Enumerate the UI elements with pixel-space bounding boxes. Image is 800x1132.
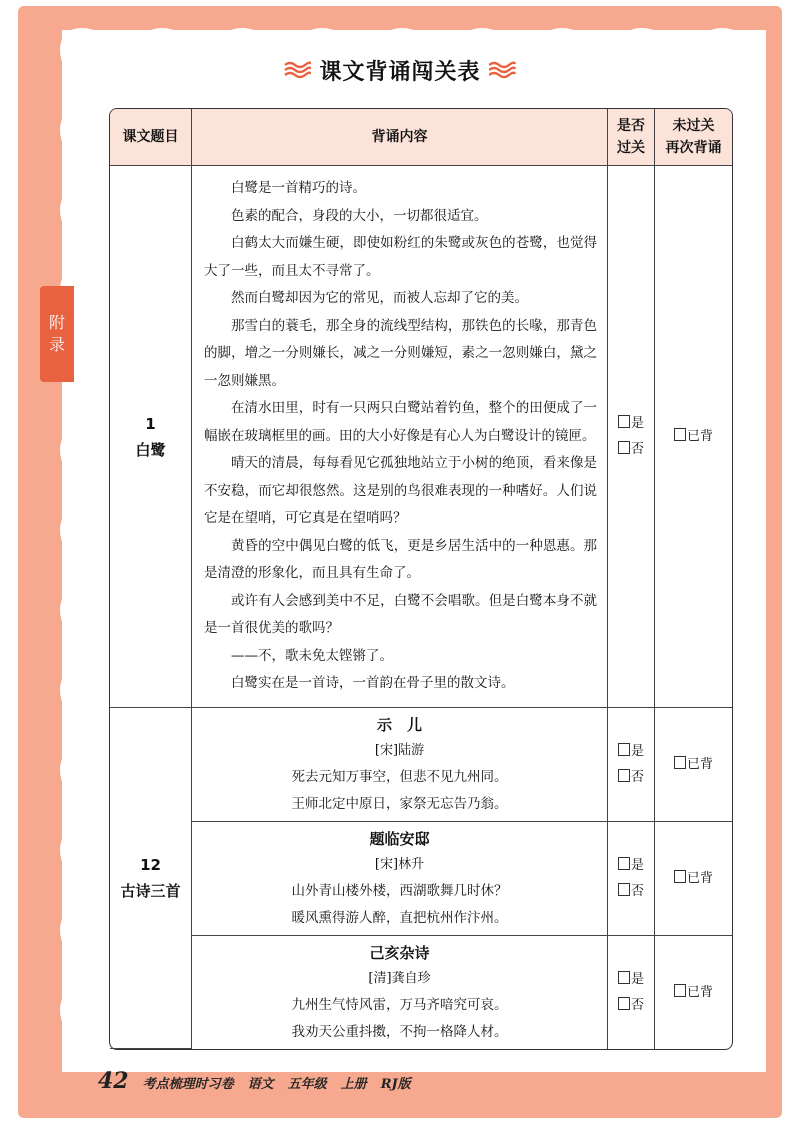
footer-volume: 上册 xyxy=(340,1077,367,1092)
page-title-row xyxy=(0,52,800,88)
header-retry-line2: 再次背诵 xyxy=(665,140,722,156)
yes-label: 是 xyxy=(630,415,644,431)
side-tab-char-2: 录 xyxy=(48,335,65,354)
header-retry-line1: 未过关 xyxy=(672,118,715,134)
text-paragraph: 在清水田里，时有一只两只白鹭站着钓鱼，整个的田便成了一幅嵌在玻璃框里的画。田的大小好像是有心人为白鹭设计的镜匣。 xyxy=(204,400,597,444)
wavy-edge-top xyxy=(62,20,766,40)
checkbox-icon[interactable] xyxy=(618,769,630,782)
header-passed xyxy=(608,109,655,166)
no-label: 否 xyxy=(630,769,644,785)
yes-label: 是 xyxy=(630,857,644,873)
recited-option[interactable] xyxy=(655,752,732,778)
poem-line: 王师北定中原日，家祭无忘告乃翁。 xyxy=(291,795,508,812)
lesson-cell xyxy=(110,708,192,1049)
recited-label: 已背 xyxy=(686,870,713,886)
checkbox-icon[interactable] xyxy=(618,971,630,984)
page-footer xyxy=(98,1068,411,1094)
poem-cell xyxy=(192,708,608,822)
yes-label: 是 xyxy=(630,971,644,987)
table-row xyxy=(110,166,732,708)
lesson-title: 白鹭 xyxy=(135,440,166,459)
lesson-title: 古诗三首 xyxy=(120,882,181,900)
side-tab-char-1: 附 xyxy=(48,313,65,332)
footer-edition: RJ版 xyxy=(380,1077,411,1092)
text-paragraph: 然而白鹭却因为它的常见，而被人忘却了它的美。 xyxy=(231,290,528,307)
recited-option[interactable] xyxy=(655,980,732,1006)
no-option[interactable] xyxy=(608,879,654,905)
retry-cell xyxy=(655,166,732,708)
poem-author: [宋]林升 xyxy=(374,856,425,872)
header-retry xyxy=(655,109,732,166)
header-content: 背诵内容 xyxy=(192,109,608,166)
text-paragraph: 黄昏的空中偶见白鹭的低飞，更是乡居生活中的一种恩惠。那是清澄的形象化，而且具有生命了。 xyxy=(204,537,597,582)
poem-author: [清]龚自珍 xyxy=(368,970,431,986)
wavy-edge-left xyxy=(52,30,72,1072)
recited-option[interactable] xyxy=(655,866,732,892)
retry-cell xyxy=(655,822,732,936)
lesson-cell xyxy=(110,166,192,708)
header-lesson: 课文题目 xyxy=(110,109,192,166)
checkbox-icon[interactable] xyxy=(618,415,630,428)
wave-decoration-icon xyxy=(489,61,517,79)
recited-label: 已背 xyxy=(686,428,713,444)
retry-cell xyxy=(655,936,732,1049)
text-paragraph: 色素的配合，身段的大小，一切都很适宜。 xyxy=(231,207,488,224)
no-option[interactable] xyxy=(608,765,654,791)
page-number: 42 xyxy=(98,1068,129,1094)
header-passed-line2: 过关 xyxy=(617,140,645,156)
footer-grade: 五年级 xyxy=(287,1077,327,1092)
lesson-number: 1 xyxy=(145,414,156,433)
wave-decoration-icon xyxy=(283,61,311,79)
text-paragraph: 那雪白的蓑毛，那全身的流线型结构，那铁色的长喙，那青色的脚，增之一分则嫌长，减之一分则嫌短，素之一忽则嫌白，黛之一忽则嫌黑。 xyxy=(204,317,597,389)
recited-option[interactable] xyxy=(655,424,732,450)
lesson-number: 12 xyxy=(140,856,161,874)
passed-cell xyxy=(608,166,655,708)
yes-label: 是 xyxy=(630,743,644,759)
poem-title: 示 儿 xyxy=(376,715,422,734)
poem-cell xyxy=(192,822,608,936)
recited-label: 已背 xyxy=(686,984,713,1000)
no-label: 否 xyxy=(630,997,644,1013)
table-row xyxy=(110,936,732,1049)
no-option[interactable] xyxy=(608,437,654,463)
poem-cell xyxy=(192,936,608,1049)
text-paragraph: 白鹭是一首精巧的诗。 xyxy=(231,180,366,197)
recitation-table xyxy=(109,108,733,1050)
table-row xyxy=(110,708,732,822)
yes-option[interactable] xyxy=(608,739,654,765)
poem-title: 题临安邸 xyxy=(369,829,430,848)
poem-title: 己亥杂诗 xyxy=(369,943,430,962)
passed-cell xyxy=(608,708,655,822)
table-header-row xyxy=(110,109,732,166)
checkbox-icon[interactable] xyxy=(618,441,630,454)
lesson-text xyxy=(192,166,608,708)
checkbox-icon[interactable] xyxy=(674,756,686,769)
recited-label: 已背 xyxy=(686,756,713,772)
yes-option[interactable] xyxy=(608,967,654,993)
checkbox-icon[interactable] xyxy=(674,984,686,997)
poem-author: [宋]陆游 xyxy=(374,742,425,758)
yes-option[interactable] xyxy=(608,853,654,879)
checkbox-icon[interactable] xyxy=(674,428,686,441)
text-paragraph: 晴天的清晨，每每看见它孤独地站立于小树的绝顶，看来像是不安稳，而它却很悠然。这是别的鸟很难表现的一种嗜好。人们说它是在望哨，可它真是在望哨吗？ xyxy=(204,455,597,527)
checkbox-icon[interactable] xyxy=(618,997,630,1010)
header-passed-line1: 是否 xyxy=(617,118,645,134)
text-paragraph: 白鹭实在是一首诗，一首韵在骨子里的散文诗。 xyxy=(231,675,515,692)
checkbox-icon[interactable] xyxy=(674,870,686,883)
no-option[interactable] xyxy=(608,993,654,1019)
passed-cell xyxy=(608,936,655,1049)
passed-cell xyxy=(608,822,655,936)
appendix-side-tab xyxy=(40,286,74,382)
checkbox-icon[interactable] xyxy=(618,743,630,756)
table-row xyxy=(110,822,732,936)
footer-book-title: 考点梳理时习卷 xyxy=(142,1077,234,1092)
text-paragraph: 白鹤太大而嫌生硬，即使如粉红的朱鹭或灰色的苍鹭，也觉得大了一些，而且太不寻常了。 xyxy=(204,235,597,279)
no-label: 否 xyxy=(630,883,644,899)
page-title: 课文背诵闯关表 xyxy=(319,59,481,85)
poem-line: 暖风熏得游人醉，直把杭州作汴州。 xyxy=(291,909,508,926)
checkbox-icon[interactable] xyxy=(618,883,630,896)
footer-subject: 语文 xyxy=(247,1077,274,1092)
text-paragraph: 或许有人会感到美中不足，白鹭不会唱歌。但是白鹭本身不就是一首很优美的歌吗？ xyxy=(204,592,597,637)
text-paragraph: ——不，歌未免太铿锵了。 xyxy=(231,647,393,664)
poem-line: 九州生气恃风雷，万马齐喑究可哀。 xyxy=(291,996,508,1013)
poem-line: 山外青山楼外楼，西湖歌舞几时休？ xyxy=(291,882,508,899)
poem-line: 我劝天公重抖擞，不拘一格降人材。 xyxy=(291,1023,508,1040)
retry-cell xyxy=(655,708,732,822)
yes-option[interactable] xyxy=(608,411,654,437)
no-label: 否 xyxy=(630,441,644,457)
checkbox-icon[interactable] xyxy=(618,857,630,870)
poem-line: 死去元知万事空，但悲不见九州同。 xyxy=(291,768,508,785)
